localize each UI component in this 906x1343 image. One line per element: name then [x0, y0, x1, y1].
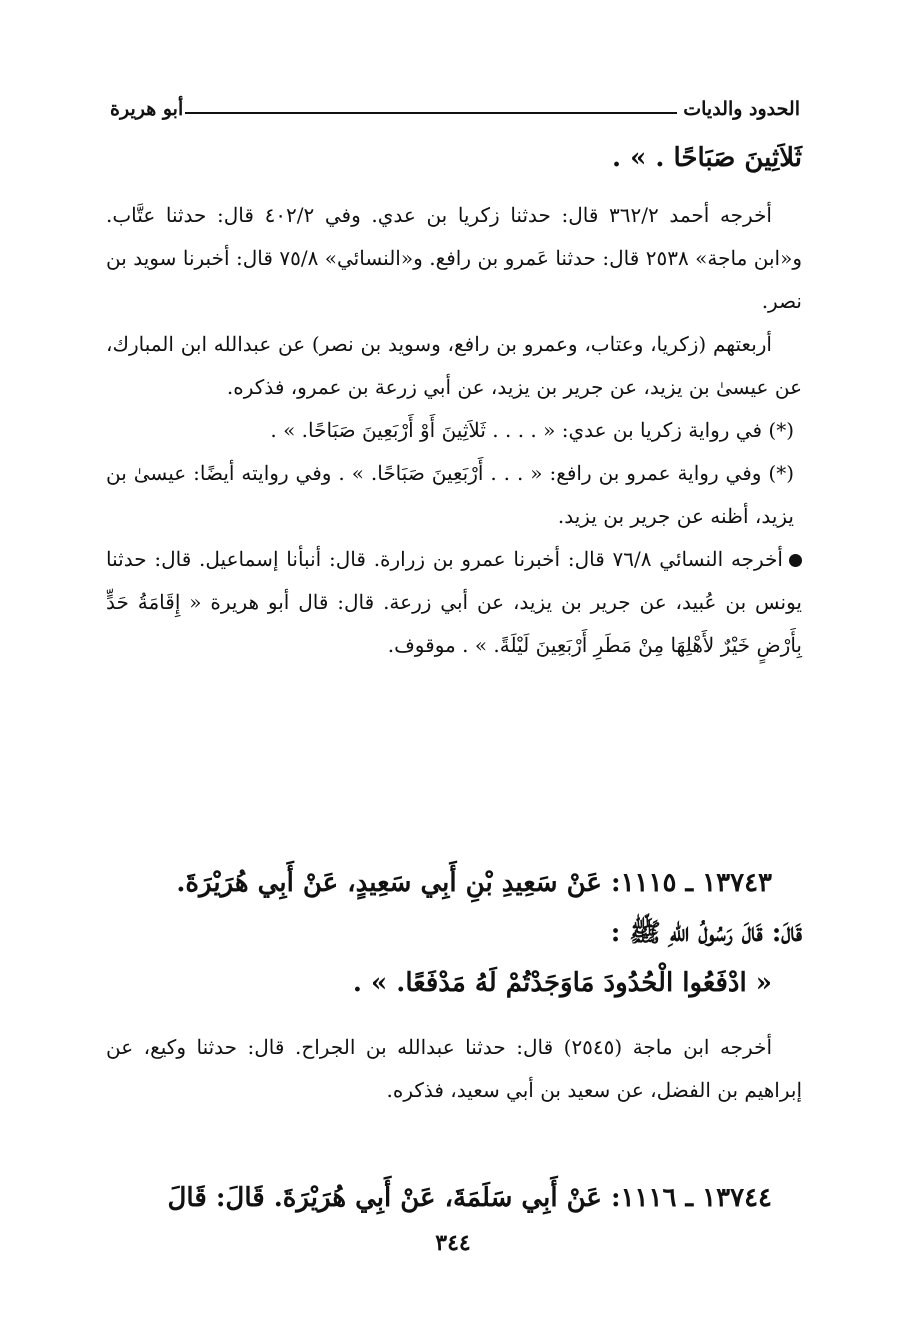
bullet-icon	[789, 554, 802, 567]
takhrij-block-2	[106, 1026, 802, 1112]
takhrij-1-bullet-para	[106, 538, 802, 667]
hadith-1115-block	[106, 858, 802, 1008]
takhrij-1-para-1: أخرجه أحمد ٣٦٢/٢ قال: حدثنا زكريا بن عدي. وفي ٤٠٢/٢ قال: حدثنا عتَّاب. و«ابن ماجة» ٢٥٣٨ قال: حدثنا عَمرو بن رافع. و«النسائي» ٧٥/٨ قال: أخبرنا سويد بن نصر.	[106, 203, 802, 313]
takhrij-2-para-1: أخرجه ابن ماجة (٢٥٤٥) قال: حدثنا عبدالله بن الجراح. قال: حدثنا وكيع، عن إبراهيم بن الفضل، عن سعيد بن أبي سعيد، فذكره.	[106, 1035, 802, 1102]
hadith-1116-line-1: ١٣٧٤٤ ـ ١١١٦: عَنْ أَبِي سَلَمَةَ، عَنْ أَبِي هُرَيْرَةَ. قَالَ: قَالَ	[167, 1183, 772, 1213]
takhrij-block-1	[106, 194, 802, 667]
opening-fragment-block	[106, 136, 802, 180]
hadith-1115-matn: « ادْفَعُوا الْحُدُودَ مَاوَجَدْتُمْ لَهُ مَدْفَعًا. » .	[352, 968, 772, 998]
takhrij-1-para-2: أربعتهم (زكريا، وعتاب، وعمرو بن رافع، وسويد بن نصر) عن عبدالله ابن المبارك، عن عيسىٰ بن يزيد، عن جرير بن يزيد، عن أبي زرعة بن عمرو، فذكره.	[106, 332, 802, 399]
header-rule	[185, 112, 677, 114]
variant-note-1: (*) في رواية زكريا بن عدي: « . . . . ثَلاَثِينَ أَوْ أَرْبَعِينَ صَبَاحًا. » .	[270, 418, 794, 442]
section-title: أبو هريرة	[110, 98, 184, 120]
opening-fragment: ثَلاَثِينَ صَبَاحًا . » .	[611, 143, 802, 173]
chapter-title: الحدود والديات	[683, 98, 800, 120]
takhrij-1-bullet-text: أخرجه النسائي ٧٦/٨ قال: أخبرنا عمرو بن زرارة. قال: أنبأنا إسماعيل. قال: حدثنا يونس بن عُبيد، عن جرير بن يزيد، عن أبي زرعة. قال: قال أبو هريرة « إِقَامَةُ حَدٍّ بِأَرْضٍ خَيْرٌ لأَهْلِهَا مِنْ مَطَرِ أَرْبَعِينَ لَيْلَةً. » . موقوف.	[106, 547, 802, 657]
hadith-1115-line-1: ١٣٧٤٣ ـ ١١١٥: عَنْ سَعِيدِ بْنِ أَبِي سَعِيدٍ، عَنْ أَبِي هُرَيْرَةَ.	[176, 868, 772, 898]
hadith-1116-block	[106, 1176, 802, 1220]
hadith-1115-line-2: قَالَ: قَالَ رَسُولُ اللهِ ﷺ :	[610, 918, 802, 948]
page-number: ٣٤٤	[435, 1230, 471, 1256]
variant-note-2: (*) وفي رواية عمرو بن رافع: « . . . أَرْبَعِينَ صَبَاحًا. » . وفي روايته أيضًا: عيسىٰ بن يزيد، أظنه عن جرير بن يزيد.	[106, 461, 794, 528]
running-header	[110, 92, 800, 120]
